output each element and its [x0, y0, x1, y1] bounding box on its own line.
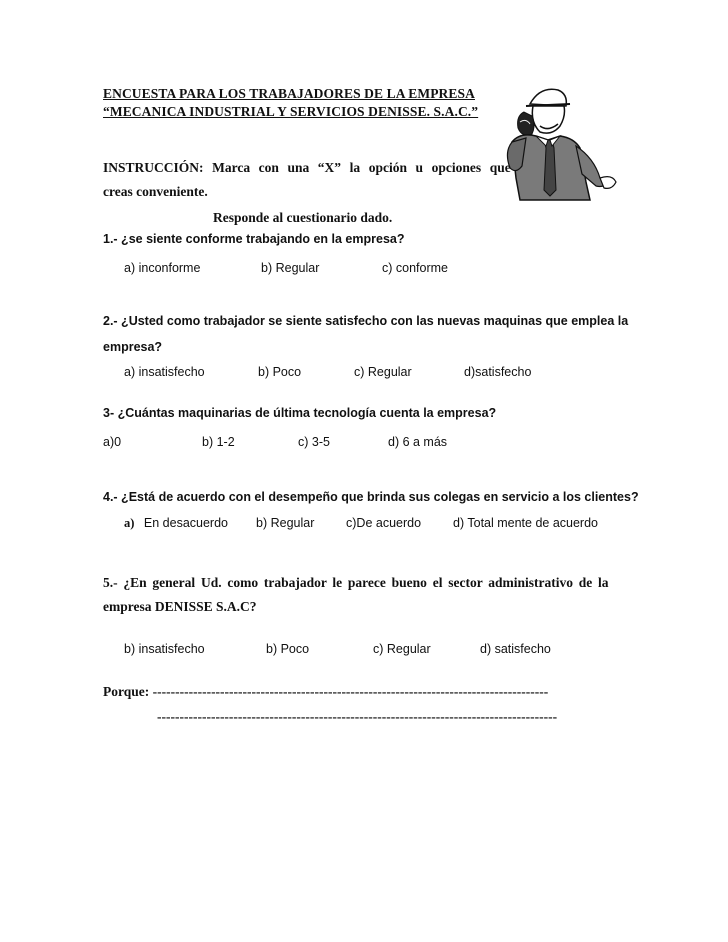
worker-on-phone-icon [500, 82, 620, 204]
q3-option-d[interactable]: d) 6 a más [388, 435, 448, 449]
instruction-line3: Responde al cuestionario dado. [213, 210, 393, 225]
survey-title-line1: ENCUESTA PARA LOS TRABAJADORES DE LA EMPRESA [103, 86, 475, 101]
q5-option-b-insatisfecho[interactable]: b) insatisfecho [124, 642, 205, 656]
question-1-text: 1.- ¿se siente conforme trabajando en la empresa? [103, 232, 405, 246]
porque-line1[interactable]: Porque: ---------------------------------------------------------------------------------------- [103, 684, 549, 699]
q4-option-d[interactable]: d) Total mente de acuerdo [453, 516, 599, 530]
q2-option-a[interactable]: a) insatisfecho [124, 365, 205, 379]
question-5-text-line1: 5.- ¿En general Ud. como trabajador le parece bueno el sector administrativo de la [103, 575, 609, 590]
worker-on-phone-illustration [500, 82, 620, 204]
q3-option-b[interactable]: b) 1-2 [202, 435, 235, 449]
q2-option-d[interactable]: d)satisfecho [464, 365, 532, 379]
q3-option-c[interactable]: c) 3-5 [298, 435, 330, 449]
survey-title-line2: “MECANICA INDUSTRIAL Y SERVICIOS DENISSE. S.A.C.” [103, 104, 479, 119]
q4-option-b[interactable]: b) Regular [256, 516, 315, 530]
question-2-text-line1: 2.- ¿Usted como trabajador se siente satisfecho con las nuevas maquinas que emplea la [103, 314, 629, 328]
q5-option-d[interactable]: d) satisfecho [480, 642, 551, 656]
q4-option-c[interactable]: c)De acuerdo [346, 516, 422, 530]
q4-option-a-label: a) [124, 516, 135, 530]
question-5-text-line2: empresa DENISSE S.A.C? [103, 599, 257, 614]
q5-option-c[interactable]: c) Regular [373, 642, 431, 656]
q3-option-a[interactable]: a)0 [103, 435, 122, 449]
instruction-line1: INSTRUCCIÓN: Marca con una “X” la opción u opciones que [103, 160, 511, 175]
question-4-text: 4.- ¿Está de acuerdo con el desempeño que brinda sus colegas en servicio a los clientes? [103, 490, 639, 504]
q4-option-a-text: En desacuerdo [143, 516, 228, 530]
q5-option-b-poco[interactable]: b) Poco [266, 642, 310, 656]
q1-option-b[interactable]: b) Regular [261, 261, 320, 275]
q2-option-b[interactable]: b) Poco [258, 365, 302, 379]
q1-option-a[interactable]: a) inconforme [124, 261, 201, 275]
question-3-text: 3- ¿Cuántas maquinarias de última tecnología cuenta la empresa? [103, 406, 497, 420]
instruction-line2: creas conveniente. [103, 184, 208, 199]
q2-option-c[interactable]: c) Regular [354, 365, 412, 379]
porque-line2[interactable]: ----------------------------------------------------------------------------------------- [157, 709, 558, 724]
q1-option-c[interactable]: c) conforme [382, 261, 448, 275]
q4-option-a[interactable] [124, 516, 228, 531]
question-2-text-line2: empresa? [103, 340, 163, 354]
